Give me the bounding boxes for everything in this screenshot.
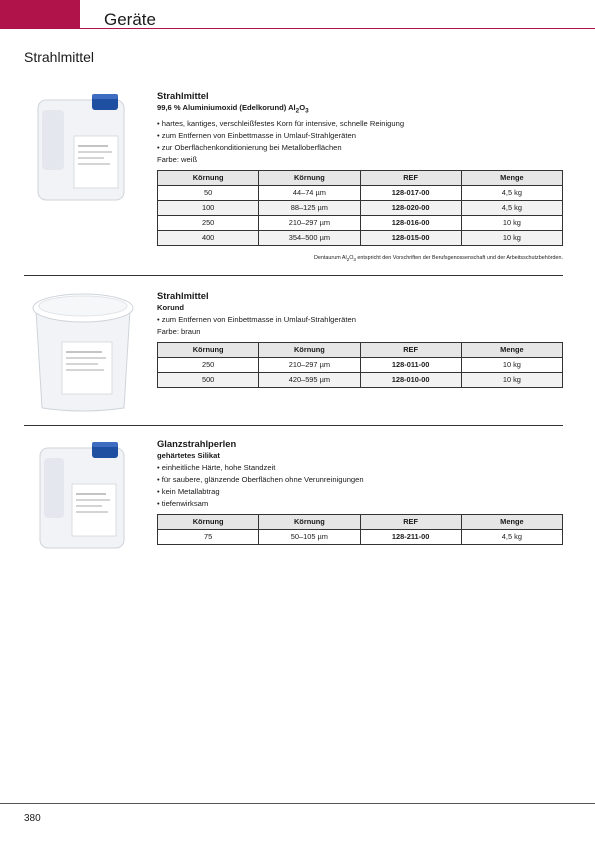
feature-list — [157, 118, 563, 154]
canister-image — [28, 438, 138, 550]
feature-list — [157, 462, 563, 510]
cell-grain-size: 354–500 µm — [259, 230, 360, 245]
cell-grit: 400 — [158, 230, 259, 245]
table-row — [158, 358, 563, 373]
cell-grit: 500 — [158, 373, 259, 388]
cell-quantity: 4,5 kg — [461, 530, 562, 545]
cell-ref: 128-015-00 — [360, 230, 461, 245]
product-info — [157, 438, 563, 545]
section-divider — [24, 275, 563, 276]
cell-quantity: 10 kg — [461, 373, 562, 388]
feature-item: • tiefenwirksam — [157, 498, 563, 510]
product-info — [157, 290, 563, 388]
product-subtitle: gehärtetes Silikat — [157, 451, 220, 460]
compliance-note: Dentaurum $Al_2O_3$ entspricht den Vorschriften der Berufsgenossenschaft und der Arbeitsschutzbehörden. — [314, 254, 563, 262]
feature-item: • zur Oberflächenkonditionierung bei Metalloberflächen — [157, 142, 563, 154]
cell-ref: 128-211-00 — [360, 530, 461, 545]
col-header-grain-size: Körnung — [259, 343, 360, 358]
feature-item: • für saubere, glänzende Oberflächen ohne Verunreinigungen — [157, 474, 563, 486]
feature-item: • hartes, kantiges, verschleißfestes Korn für intensive, schnelle Reinigung — [157, 118, 563, 130]
header-rule — [0, 28, 595, 29]
cell-grain-size: 420–595 µm — [259, 373, 360, 388]
col-header-ref: REF — [360, 343, 461, 358]
feature-item: • zum Entfernen von Einbettmasse in Umlauf-Strahlgeräten — [157, 314, 563, 326]
section-title: Strahlmittel — [24, 49, 95, 65]
cell-ref: 128-017-00 — [360, 185, 461, 200]
cell-grit: 100 — [158, 200, 259, 215]
grain-table — [157, 170, 563, 246]
product-subtitle: 99,6 % Aluminiumoxid (Edelkorund) $Al_2O_3$ — [157, 103, 309, 115]
cell-ref: 128-016-00 — [360, 215, 461, 230]
cell-quantity: 10 kg — [461, 358, 562, 373]
cell-quantity: 4,5 kg — [461, 200, 562, 215]
product-subtitle: Korund — [157, 303, 184, 312]
page-header-title: Geräte — [104, 10, 156, 29]
grain-table — [157, 342, 563, 388]
section-divider — [24, 425, 563, 426]
col-header-quantity: Menge — [461, 343, 562, 358]
feature-item: • kein Metallabtrag — [157, 486, 563, 498]
cell-ref: 128-010-00 — [360, 373, 461, 388]
col-header-grit: Körnung — [158, 343, 259, 358]
brand-color-bar — [0, 0, 80, 28]
col-header-grain-size: Körnung — [259, 515, 360, 530]
col-header-grit: Körnung — [158, 515, 259, 530]
table-row — [158, 215, 563, 230]
product-info — [157, 90, 563, 266]
grain-table — [157, 514, 563, 545]
canister-image — [28, 90, 138, 202]
table-row — [158, 185, 563, 200]
col-header-ref: REF — [360, 515, 461, 530]
cell-grain-size: 88–125 µm — [259, 200, 360, 215]
col-header-quantity: Menge — [461, 515, 562, 530]
cell-ref: 128-020-00 — [360, 200, 461, 215]
product-color: Farbe: braun — [157, 327, 201, 336]
cell-grit: 75 — [158, 530, 259, 545]
cell-grain-size: 44–74 µm — [259, 185, 360, 200]
table-row — [158, 200, 563, 215]
product-name: Strahlmittel — [157, 90, 209, 101]
product-name: Glanzstrahlperlen — [157, 438, 237, 449]
table-row — [158, 230, 563, 245]
cell-quantity: 10 kg — [461, 215, 562, 230]
col-header-quantity: Menge — [461, 170, 562, 185]
cell-grain-size: 50–105 µm — [259, 530, 360, 545]
table-row — [158, 530, 563, 545]
col-header-ref: REF — [360, 170, 461, 185]
cell-grit: 250 — [158, 358, 259, 373]
page-number: 380 — [24, 813, 41, 824]
cell-grit: 50 — [158, 185, 259, 200]
col-header-grit: Körnung — [158, 170, 259, 185]
bucket-image — [28, 290, 138, 414]
product-name: Strahlmittel — [157, 290, 209, 301]
feature-item: • einheitliche Härte, hohe Standzeit — [157, 462, 563, 474]
cell-ref: 128-011-00 — [360, 358, 461, 373]
cell-quantity: 4,5 kg — [461, 185, 562, 200]
feature-item: • zum Entfernen von Einbettmasse in Umlauf-Strahlgeräten — [157, 130, 563, 142]
cell-grain-size: 210–297 µm — [259, 215, 360, 230]
table-row — [158, 373, 563, 388]
cell-grain-size: 210–297 µm — [259, 358, 360, 373]
feature-list — [157, 314, 563, 326]
col-header-grain-size: Körnung — [259, 170, 360, 185]
product-color: Farbe: weiß — [157, 154, 198, 164]
cell-quantity: 10 kg — [461, 230, 562, 245]
footer-rule — [0, 803, 595, 804]
cell-grit: 250 — [158, 215, 259, 230]
